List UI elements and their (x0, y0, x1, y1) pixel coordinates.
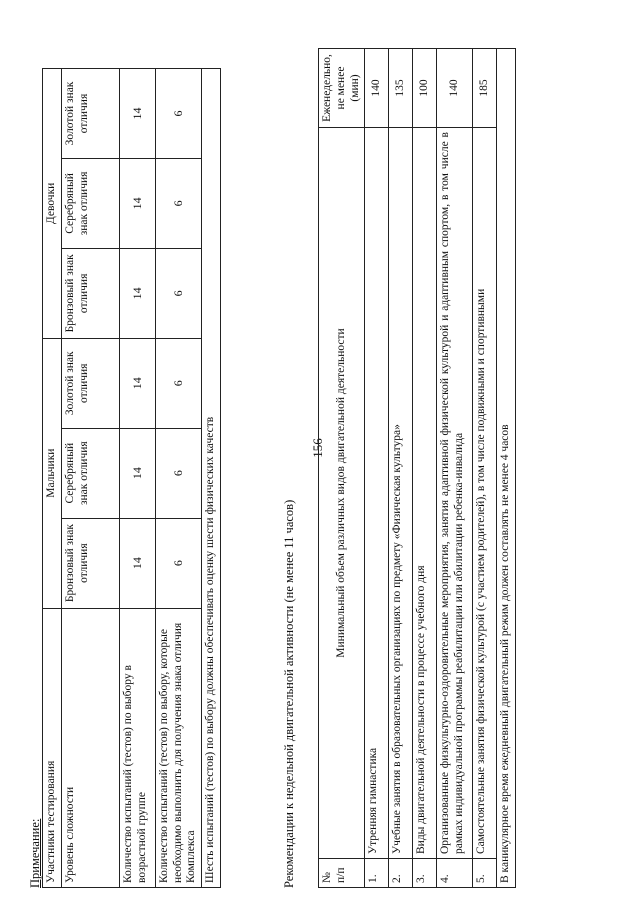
girls-bronze-header: Бронзовый знак отличия (61, 248, 119, 338)
boys-header: Мальчики (43, 338, 62, 608)
girls-gold-header: Золотой знак отличия (61, 69, 119, 159)
cell-value: 14 (119, 428, 155, 518)
cell-value: 14 (119, 69, 155, 159)
cell-value: 14 (119, 518, 155, 608)
minutes-value: 100 (413, 49, 437, 128)
girls-silver-header: Серебряный знак отличия (61, 158, 119, 248)
row-number: 5. (473, 859, 497, 888)
difficulty-label: Уровень сложности (61, 608, 119, 887)
table1-footer: Шесть испытаний (тестов) по выбору должны обеспечивать оценку шести физических качеств (202, 69, 221, 888)
table-row (437, 49, 473, 888)
table-row (119, 69, 155, 888)
cell-value: 14 (119, 248, 155, 338)
number-column-header: № п/п (319, 859, 365, 888)
girls-header: Девочки (43, 69, 62, 339)
minutes-value: 135 (389, 49, 413, 128)
boys-silver-header: Серебряный знак отличия (61, 428, 119, 518)
table-row (155, 69, 201, 888)
row-label: Количество испытаний (тестов) по выбору, которые необходимо выполнить для получения знака отличия Комплекса (155, 608, 201, 887)
table-row (365, 49, 389, 888)
table-row (473, 49, 497, 888)
boys-gold-header: Золотой знак отличия (61, 338, 119, 428)
activity-name: Организованные физкультурно-оздоровительные мероприятия, занятия адаптивной физической культурой и адаптивным спортом, в том числе в рамках индивидуальной программы реабилитации или абилитации ребенка-инвалида (437, 128, 473, 859)
cell-value: 6 (155, 428, 201, 518)
participants-label: Участники тестирования (43, 608, 62, 887)
weekly-activity-table (318, 48, 516, 888)
activity-name: Учебные занятия в образовательных организациях по предмету «Физическая культура» (389, 128, 413, 859)
note-label: Примечание: (28, 818, 42, 888)
cell-value: 6 (155, 158, 201, 248)
cell-value: 6 (155, 338, 201, 428)
minutes-value: 185 (473, 49, 497, 128)
table-row (413, 49, 437, 888)
cell-value: 14 (119, 338, 155, 428)
page-number: 156 (310, 438, 325, 458)
badge-tests-table (42, 68, 221, 888)
minutes-column-header: Еженедельно, не менее (мин) (319, 49, 365, 128)
row-number: 2. (389, 859, 413, 888)
recommendation-title: Рекомендации к недельной двигательной активности (не менее 11 часов) (282, 499, 296, 888)
boys-bronze-header: Бронзовый знак отличия (61, 518, 119, 608)
cell-value: 6 (155, 518, 201, 608)
row-number: 3. (413, 859, 437, 888)
minutes-value: 140 (437, 49, 473, 128)
activity-column-header: Минимальный объем различных видов двигательной деятельности (319, 128, 365, 859)
cell-value: 14 (119, 158, 155, 248)
minutes-value: 140 (365, 49, 389, 128)
row-label: Количество испытаний (тестов) по выбору в возрастной группе (119, 608, 155, 887)
activity-name: Виды двигательной деятельности в процессе учебного дня (413, 128, 437, 859)
table-row (389, 49, 413, 888)
activity-name: Самостоятельные занятия физической культурой (с участием родителей), в том числе подвижными и спортивными (473, 128, 497, 859)
table2-footer: В каникулярное время ежедневный двигательный режим должен составлять не менее 4 часов (497, 49, 516, 888)
activity-name: Утренняя гимнастика (365, 128, 389, 859)
row-number: 4. (437, 859, 473, 888)
cell-value: 6 (155, 69, 201, 159)
row-number: 1. (365, 859, 389, 888)
cell-value: 6 (155, 248, 201, 338)
rotated-page-content (28, 48, 640, 888)
